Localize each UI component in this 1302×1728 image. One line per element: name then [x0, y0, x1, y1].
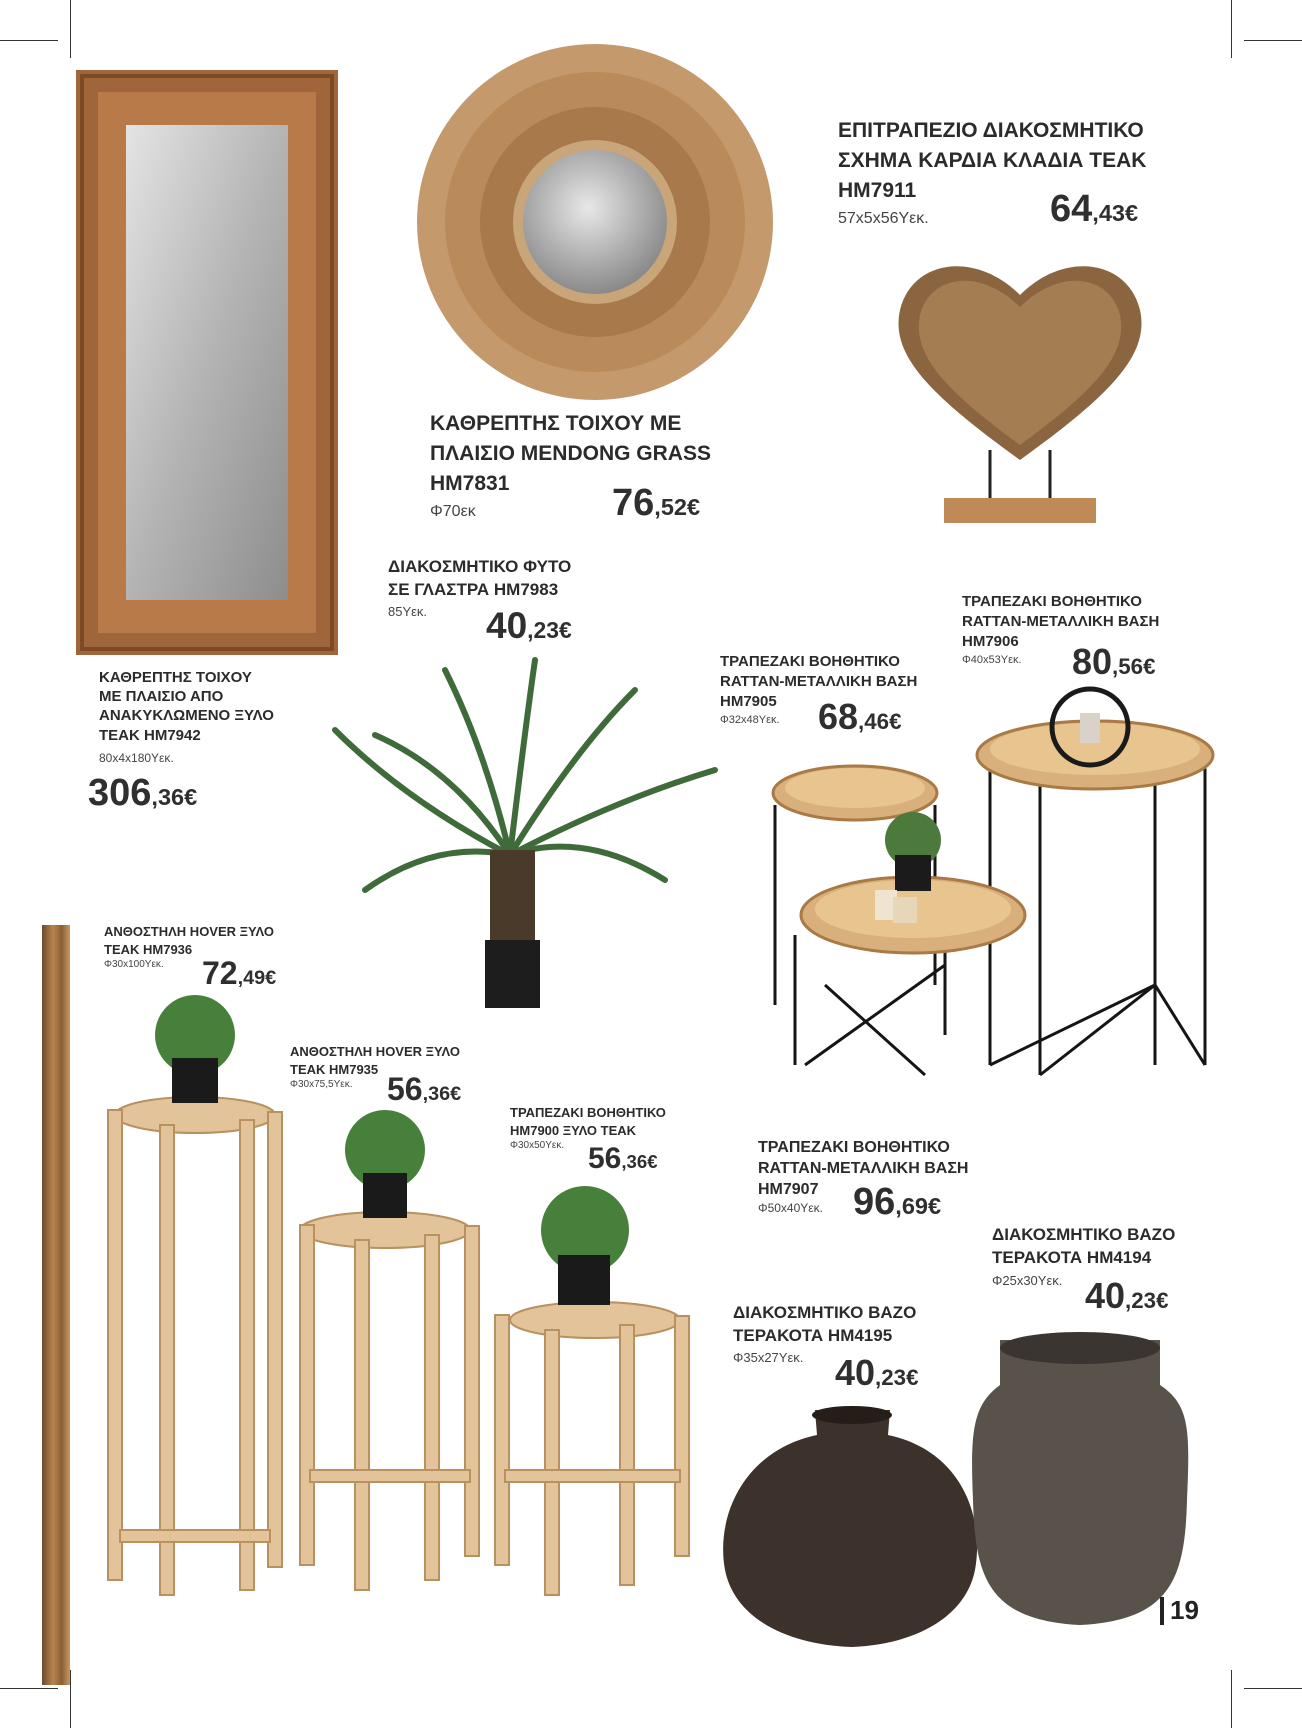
vase-hm4195-image [720, 1405, 985, 1650]
price-main: 68 [818, 696, 859, 737]
price-cents: ,36€ [151, 784, 198, 810]
product-dimensions: Φ25x30Υεκ. [992, 1273, 1063, 1288]
product-price [818, 696, 901, 738]
title-line: RATTAN-ΜΕΤΑΛΛΙΚΗ ΒΑΣΗ [758, 1160, 969, 1178]
title-line: ΤΡΑΠΕΖΑΚΙ ΒΟΗΘΗΤΙΚΟ [510, 1105, 666, 1120]
crop-mark [70, 1670, 71, 1728]
title-line: ΠΛΑΙΣΙΟ MENDONG GRASS [430, 441, 711, 465]
product-price [387, 1071, 461, 1108]
plant-pot-image [335, 650, 720, 1010]
mirror-mendong-grass-image [410, 42, 780, 402]
title-line: HM7906 [962, 632, 1019, 650]
title-line: ΔΙΑΚΟΣΜΗΤΙΚΟ ΒΑΖΟ [733, 1303, 917, 1322]
title-line: HM7905 [720, 692, 777, 710]
price-cents: ,49€ [237, 967, 277, 989]
product-dimensions: Φ30x100Υεκ. [104, 959, 164, 970]
title-line: HM7911 [838, 178, 917, 202]
product-dimensions: 57x5x56Υεκ. [838, 210, 929, 227]
product-title [510, 1104, 666, 1139]
price-cents: ,23€ [527, 617, 572, 643]
title-line: ΜΕ ΠΛΑΙΣΙΟ ΑΠΟ [99, 688, 224, 706]
title-line: TEAK HM7942 [99, 726, 201, 744]
price-main: 40 [835, 1352, 876, 1393]
title-line: ΚΑΘΡΕΠΤΗΣ ΤΟΙΧΟΥ [99, 669, 252, 686]
title-line: HM7900 ΞΥΛΟ TEAK [510, 1122, 637, 1138]
price-main: 56 [387, 1071, 423, 1107]
product-price [486, 605, 572, 647]
price-main: 64 [1050, 188, 1093, 230]
title-line: ΤΡΑΠΕΖΑΚΙ ΒΟΗΘΗΤΙΚΟ [758, 1139, 950, 1156]
crop-mark [70, 0, 71, 58]
price-cents: ,43€ [1092, 200, 1139, 226]
title-line: ΑΝΘΟΣΤΗΛΗ HOVER ΞΥΛΟ [290, 1044, 460, 1059]
product-price [835, 1352, 918, 1394]
price-main: 80 [1072, 641, 1113, 682]
crop-mark [1244, 40, 1302, 41]
heart-teak-branches-image [890, 245, 1150, 525]
title-line: ΣΧΗΜΑ ΚΑΡΔΙΑ ΚΛΑΔΙΑ TEAK [838, 148, 1147, 172]
price-cents: ,23€ [1125, 1288, 1169, 1313]
crop-mark [1231, 0, 1232, 58]
product-price [612, 482, 700, 525]
title-line: TEAK HM7935 [290, 1061, 379, 1077]
title-line: ΤΕΡΑΚΟΤΑ HM4194 [992, 1248, 1152, 1268]
title-line: ΑΝΑΚΥΚΛΩΜΕΝΟ ΞΥΛΟ [99, 707, 274, 725]
title-line: RATTAN-ΜΕΤΑΛΛΙΚΗ ΒΑΣΗ [720, 672, 918, 690]
title-line: ΤΡΑΠΕΖΑΚΙ ΒΟΗΘΗΤΙΚΟ [720, 653, 900, 670]
crop-mark [1244, 1688, 1302, 1689]
product-dimensions: 80x4x180Υεκ. [99, 751, 174, 765]
product-price [202, 955, 276, 992]
price-main: 56 [588, 1142, 622, 1175]
price-main: 96 [853, 1181, 896, 1223]
price-main: 306 [88, 772, 152, 814]
product-dimensions: Φ35x27Υεκ. [733, 1350, 804, 1365]
price-cents: ,36€ [621, 1151, 658, 1172]
title-line: ΑΝΘΟΣΤΗΛΗ HOVER ΞΥΛΟ [104, 924, 274, 939]
title-line: ΔΙΑΚΟΣΜΗΤΙΚΟ ΒΑΖΟ [992, 1225, 1176, 1244]
title-line: ΔΙΑΚΟΣΜΗΤΙΚΟ ΦΥΤΟ [388, 557, 572, 576]
title-line: HM7831 [430, 471, 510, 495]
title-line: ΤΡΑΠΕΖΑΚΙ ΒΟΗΘΗΤΙΚΟ [962, 593, 1142, 610]
page-number: 19 [1170, 1595, 1199, 1625]
crop-mark [0, 40, 58, 41]
product-dimensions: Φ40x53Υεκ. [962, 654, 1022, 666]
product-price [588, 1142, 658, 1176]
crop-mark [1231, 1670, 1232, 1728]
price-main: 40 [486, 605, 528, 646]
wood-edge-strip [42, 925, 70, 1685]
title-line: ΤΕΡΑΚΟΤΑ HM4195 [733, 1326, 893, 1346]
price-cents: ,23€ [875, 1365, 919, 1390]
product-price [88, 772, 197, 815]
crop-mark [0, 1688, 58, 1689]
vase-hm4194-image [965, 1330, 1195, 1630]
product-title [99, 668, 274, 745]
product-price [853, 1181, 941, 1224]
product-price [1085, 1275, 1168, 1317]
page-number-bar [1160, 1597, 1164, 1625]
product-price [1072, 641, 1155, 683]
price-main: 40 [1085, 1275, 1126, 1316]
product-dimensions: 85Υεκ. [388, 604, 428, 619]
product-title [733, 1301, 916, 1348]
title-line: ΣΕ ΓΛΑΣΤΡΑ HM7983 [388, 580, 559, 600]
title-line: RATTAN-ΜΕΤΑΛΛΙΚΗ ΒΑΣΗ [962, 612, 1160, 630]
product-price [1050, 188, 1138, 231]
product-dimensions: Φ70εκ [430, 503, 476, 520]
product-title [992, 1223, 1175, 1270]
product-dimensions: Φ50x40Υεκ. [758, 1201, 823, 1215]
product-dimensions: Φ30x50Υεκ. [510, 1140, 565, 1151]
price-main: 76 [612, 482, 655, 524]
title-line: ΚΑΘΡΕΠΤΗΣ ΤΟΙΧΟΥ ΜΕ [430, 412, 682, 435]
product-title [388, 555, 571, 602]
price-main: 72 [202, 955, 238, 991]
product-dimensions: Φ30x75,5Υεκ. [290, 1079, 353, 1090]
price-cents: ,56€ [1112, 654, 1156, 679]
mirror-reclaimed-teak-image [76, 70, 338, 655]
price-cents: ,36€ [422, 1083, 462, 1105]
product-dimensions: Φ32x48Υεκ. [720, 714, 780, 726]
title-line: HM7907 [758, 1181, 819, 1199]
price-cents: ,46€ [858, 709, 902, 734]
title-line: TEAK HM7936 [104, 941, 193, 957]
price-cents: ,52€ [654, 494, 701, 520]
product-title [104, 923, 274, 958]
price-cents: ,69€ [895, 1193, 942, 1219]
rattan-side-tables-image [765, 685, 1225, 1105]
title-line: ΕΠΙΤΡΑΠΕΖΙΟ ΔΙΑΚΟΣΜΗΤΙΚΟ [838, 119, 1144, 142]
